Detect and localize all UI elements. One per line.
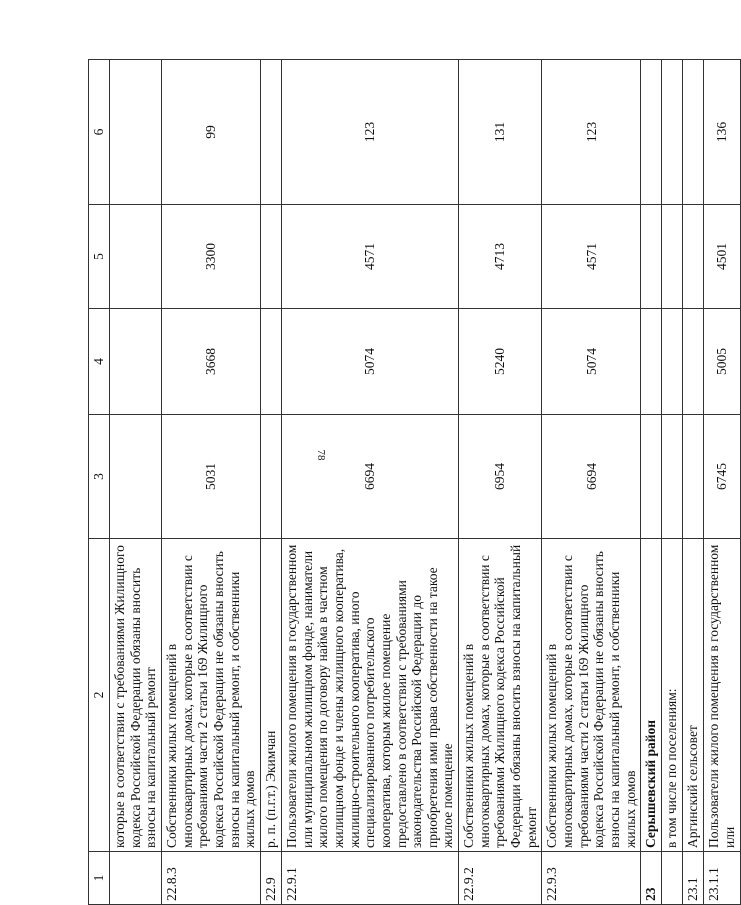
row-value-5: 4571 (542, 205, 641, 309)
row-code (110, 852, 162, 905)
row-code-bold: 23 (643, 887, 659, 901)
header-cell-4: 4 (89, 309, 110, 415)
row-code (641, 852, 662, 905)
rotated-table-area (88, 42, 737, 905)
row-value-5: 4571 (281, 205, 458, 309)
row-code: 23.1 (683, 852, 704, 905)
row-description: Пользователи жилого помещения в государственном или муниципальном жилищном фонде, наниматели жилого помещения по договору найма в частном жилищном фонде и члены жилищного кооператива, жилищно-строительного кооператива, иного специализированного потребительского кооператива, которым жилое помещение предоставлено в соответствии с требованиями законодательства Российской Федерации до приобретения ими права собственности на такое жилое помещение (281, 539, 458, 852)
table-row (704, 60, 740, 905)
table-row (662, 60, 683, 905)
table-row (542, 60, 641, 905)
row-code: 23.1.1 (704, 852, 740, 905)
row-value-4: 5074 (542, 309, 641, 415)
row-value-4 (683, 309, 704, 415)
row-code: 22.8.3 (161, 852, 260, 905)
row-value-4 (641, 309, 662, 415)
row-description: Собственники жилых помещений в многоквартирных домах, которые в соответствии с требованиями части 2 статьи 169 Жилищного кодекса Российской Федерации не обязаны вносить взносы на капитальный ремонт, и собственники жилых домов (161, 539, 260, 852)
row-value-3 (683, 415, 704, 539)
header-cell-1: 1 (89, 852, 110, 905)
row-value-3 (641, 415, 662, 539)
row-description: Собственники жилых помещений в многоквартирных домах, которые в соответствии с требованиями части 2 статьи 169 Жилищного кодекса Российской Федерации не обязаны вносить взносы на капитальный ремонт, и собственники жилых домов (542, 539, 641, 852)
tariff-table (88, 59, 741, 905)
header-cell-5: 5 (89, 205, 110, 309)
row-value-4: 5074 (281, 309, 458, 415)
row-description: которые в соответствии с требованиями Жилищного кодекса Российской Федерации обязаны вносить взносы на капитальный ремонт (110, 539, 162, 852)
row-value-4: 5005 (704, 309, 740, 415)
row-value-6: 99 (161, 60, 260, 205)
row-value-6 (260, 60, 281, 205)
row-code (662, 852, 683, 905)
district-name: Серышевский район (643, 719, 659, 848)
row-value-6 (683, 60, 704, 205)
header-cell-3: 3 (89, 415, 110, 539)
row-value-4 (662, 309, 683, 415)
row-description: р. п. (п.г.т.) Экимчан (260, 539, 281, 852)
row-description: Собственники жилых помещений в многоквартирных домах, которые в соответствии с требованиями Жилищного кодекса Российской Федерации обязаны вносить взносы на капитальный ремонт (459, 539, 542, 852)
row-value-6 (662, 60, 683, 205)
row-value-4: 3668 (161, 309, 260, 415)
row-value-5: 4713 (459, 205, 542, 309)
row-value-3 (110, 415, 162, 539)
table-row (641, 60, 662, 905)
row-value-5: 4501 (704, 205, 740, 309)
row-value-5: 3300 (161, 205, 260, 309)
row-value-3 (662, 415, 683, 539)
row-value-3 (260, 415, 281, 539)
row-description: Аргинский сельсовет (683, 539, 704, 852)
row-value-4 (260, 309, 281, 415)
row-value-6: 131 (459, 60, 542, 205)
table-row (161, 60, 260, 905)
table-row (281, 60, 458, 905)
row-value-3: 6694 (281, 415, 458, 539)
page-number: 78 (315, 449, 327, 461)
row-description: Пользователи жилого помещения в государственном или (704, 539, 740, 852)
row-value-3: 5031 (161, 415, 260, 539)
table-row (459, 60, 542, 905)
row-value-3: 6954 (459, 415, 542, 539)
row-code: 22.9.2 (459, 852, 542, 905)
row-value-6 (641, 60, 662, 205)
row-value-5 (260, 205, 281, 309)
row-value-6: 123 (542, 60, 641, 205)
row-value-6: 123 (281, 60, 458, 205)
row-code: 22.9.1 (281, 852, 458, 905)
table-row (110, 60, 162, 905)
row-value-5 (641, 205, 662, 309)
row-value-4 (110, 309, 162, 415)
row-value-3: 6694 (542, 415, 641, 539)
table-row (260, 60, 281, 905)
row-value-5 (662, 205, 683, 309)
table-row (683, 60, 704, 905)
row-description (641, 539, 662, 852)
row-code: 22.9 (260, 852, 281, 905)
row-value-5 (683, 205, 704, 309)
row-value-5 (110, 205, 162, 309)
row-code: 22.9.3 (542, 852, 641, 905)
header-cell-2: 2 (89, 539, 110, 852)
row-value-4: 5240 (459, 309, 542, 415)
row-value-6 (110, 60, 162, 205)
row-description: в том числе по поселениям: (662, 539, 683, 852)
row-value-3: 6745 (704, 415, 740, 539)
header-row (89, 60, 110, 905)
row-value-6: 136 (704, 60, 740, 205)
header-cell-6: 6 (89, 60, 110, 205)
